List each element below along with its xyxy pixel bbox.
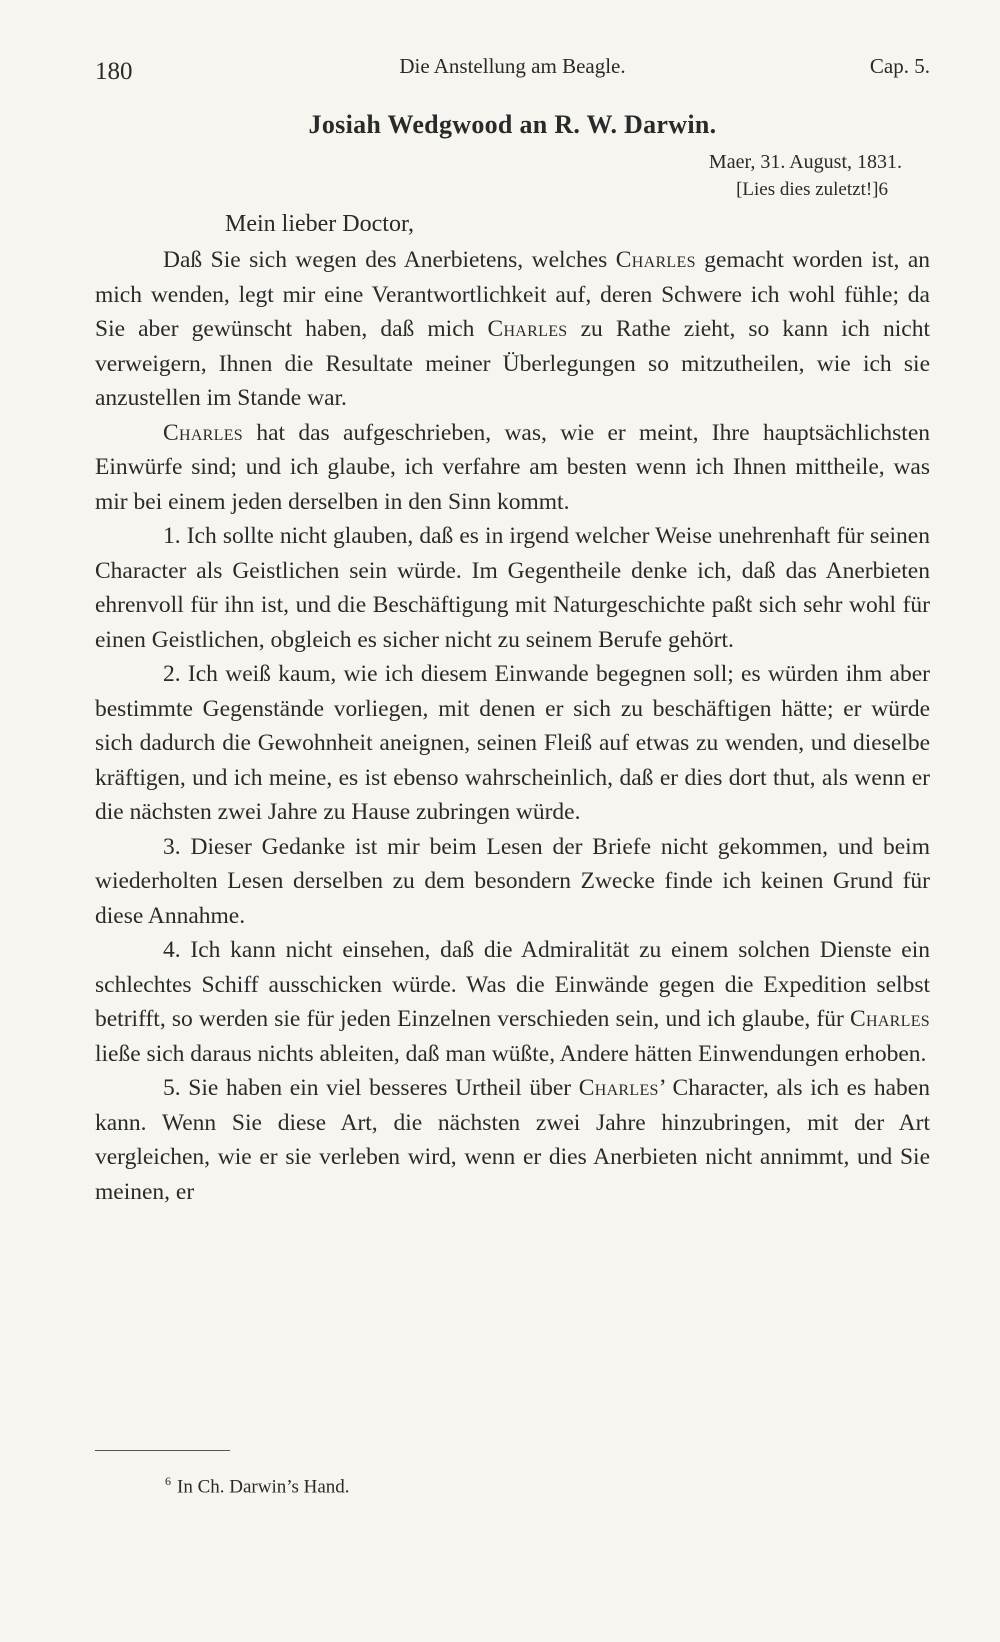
paragraph-point-1: 1. Ich sollte nicht glauben, daß es in irgend welcher Weise unehrenhaft für seinen Character als Geistlichen sein würde. Im Gegentheile denke ich, daß das Anerbieten ehrenvoll für ihn ist, und die Beschäftigung mit Naturgeschichte paßt sich sehr wohl für einen Geistlichen, obgleich es sicher nicht zu seinem Berufe gehört. [95, 523, 930, 653]
footnote [165, 1474, 350, 1498]
footnote-ref: 6 [878, 179, 888, 200]
name-charles: Charles [615, 247, 696, 273]
footnote-text: In Ch. Darwin’s Hand. [177, 1476, 350, 1498]
name-charles: Charles [578, 1075, 659, 1101]
name-charles: Charles [849, 1006, 930, 1032]
chapter-label: Cap. 5. [869, 54, 930, 78]
p1-text-b: gemacht worden ist, an mich wenden, legt mir eine Verantwortlichkeit auf, deren Schwere ich wohl fühle; da Sie aber gewünscht haben, daß mich [95, 247, 931, 342]
p1-text-a: Daß Sie sich wegen des Anerbietens, welches [163, 247, 616, 273]
name-charles: Charles [163, 419, 244, 446]
paragraph-point-2: 2. Ich weiß kaum, wie ich diesem Einwande begegnen soll; es würden ihm aber bestimmte Gegenstände vorliegen, mit denen er sich zu beschäftigen hätte; er würde sich dadurch die Gewohnheit aneignen, seinen Fleiß auf etwas zu wenden, und dieselbe kräftigen, und ich meine, es ist ebenso wahrscheinlich, daß er dies dort thut, als wenn er die nächsten zwei Jahre zu Hause zubringen würde. [95, 661, 930, 825]
page-number: 180 [95, 58, 133, 85]
paragraph-point-5 [95, 1071, 930, 1209]
dateline [95, 149, 930, 176]
lies-text: [Lies dies zuletzt!] [736, 179, 879, 200]
letter-body [95, 243, 930, 1209]
running-head [95, 52, 930, 92]
paragraph-point-4 [95, 933, 930, 1071]
p7-text-a: 5. Sie haben ein viel besseres Urtheil über [163, 1075, 579, 1101]
footnote-divider [95, 1450, 230, 1451]
dateline-text: Maer, 31. August, 1831. [708, 151, 902, 173]
running-title: Die Anstellung am Beagle. [399, 54, 626, 78]
paragraph-1 [95, 243, 930, 416]
lies-dies-zuletzt [95, 176, 930, 203]
footnote-number: 6 [165, 1474, 171, 1488]
p1-text-c: zu Rathe zieht, so kann ich nicht verweigern, Ihnen die Resultate meiner Überlegungen so mitzutheilen, wie ich sie anzustellen im Stande war. [95, 316, 930, 411]
paragraph-2 [95, 416, 930, 520]
p2-text: hat das aufgeschrieben, was, wie er meint, Ihre hauptsächlichsten Einwürfe sind; und ich glaube, ich verfahre am besten wenn ich Ihnen mittheile, was mir bei einem jeden derselben in den Sinn kommt. [95, 419, 930, 515]
p6-text-b: ließe sich daraus nichts ableiten, daß man wüßte, Andere hätten Einwendungen erhoben. [95, 1040, 927, 1067]
name-charles: Charles [487, 316, 568, 342]
book-page [95, 52, 930, 1612]
salutation: Mein lieber Doctor, [225, 211, 414, 237]
letter-title: Josiah Wedgwood an R. W. Darwin. [308, 110, 717, 139]
p6-text-a: 4. Ich kann nicht einsehen, daß die Admiralität zu einem solchen Dienste ein schlechtes Schiff ausschicken würde. Was die Einwände gegen die Expedition selbst betrifft, so werden sie für jeden Einzelnen verschieden sein, und ich glaube, für [95, 937, 930, 1032]
paragraph-point-3: 3. Dieser Gedanke ist mir beim Lesen der Briefe nicht gekommen, und beim wiederholten Lesen derselben zu dem besondern Zwecke finde ich keinen Grund für diese Annahme. [95, 833, 930, 929]
p7-text-b: ’ Character, als ich es haben kann. Wenn Sie diese Art, die nächsten zwei Jahre hinzubringen, mit der Art vergleichen, wie er sie verleben wird, wenn er dies Anerbieten nicht annimmt, und Sie meinen, er [95, 1075, 930, 1205]
